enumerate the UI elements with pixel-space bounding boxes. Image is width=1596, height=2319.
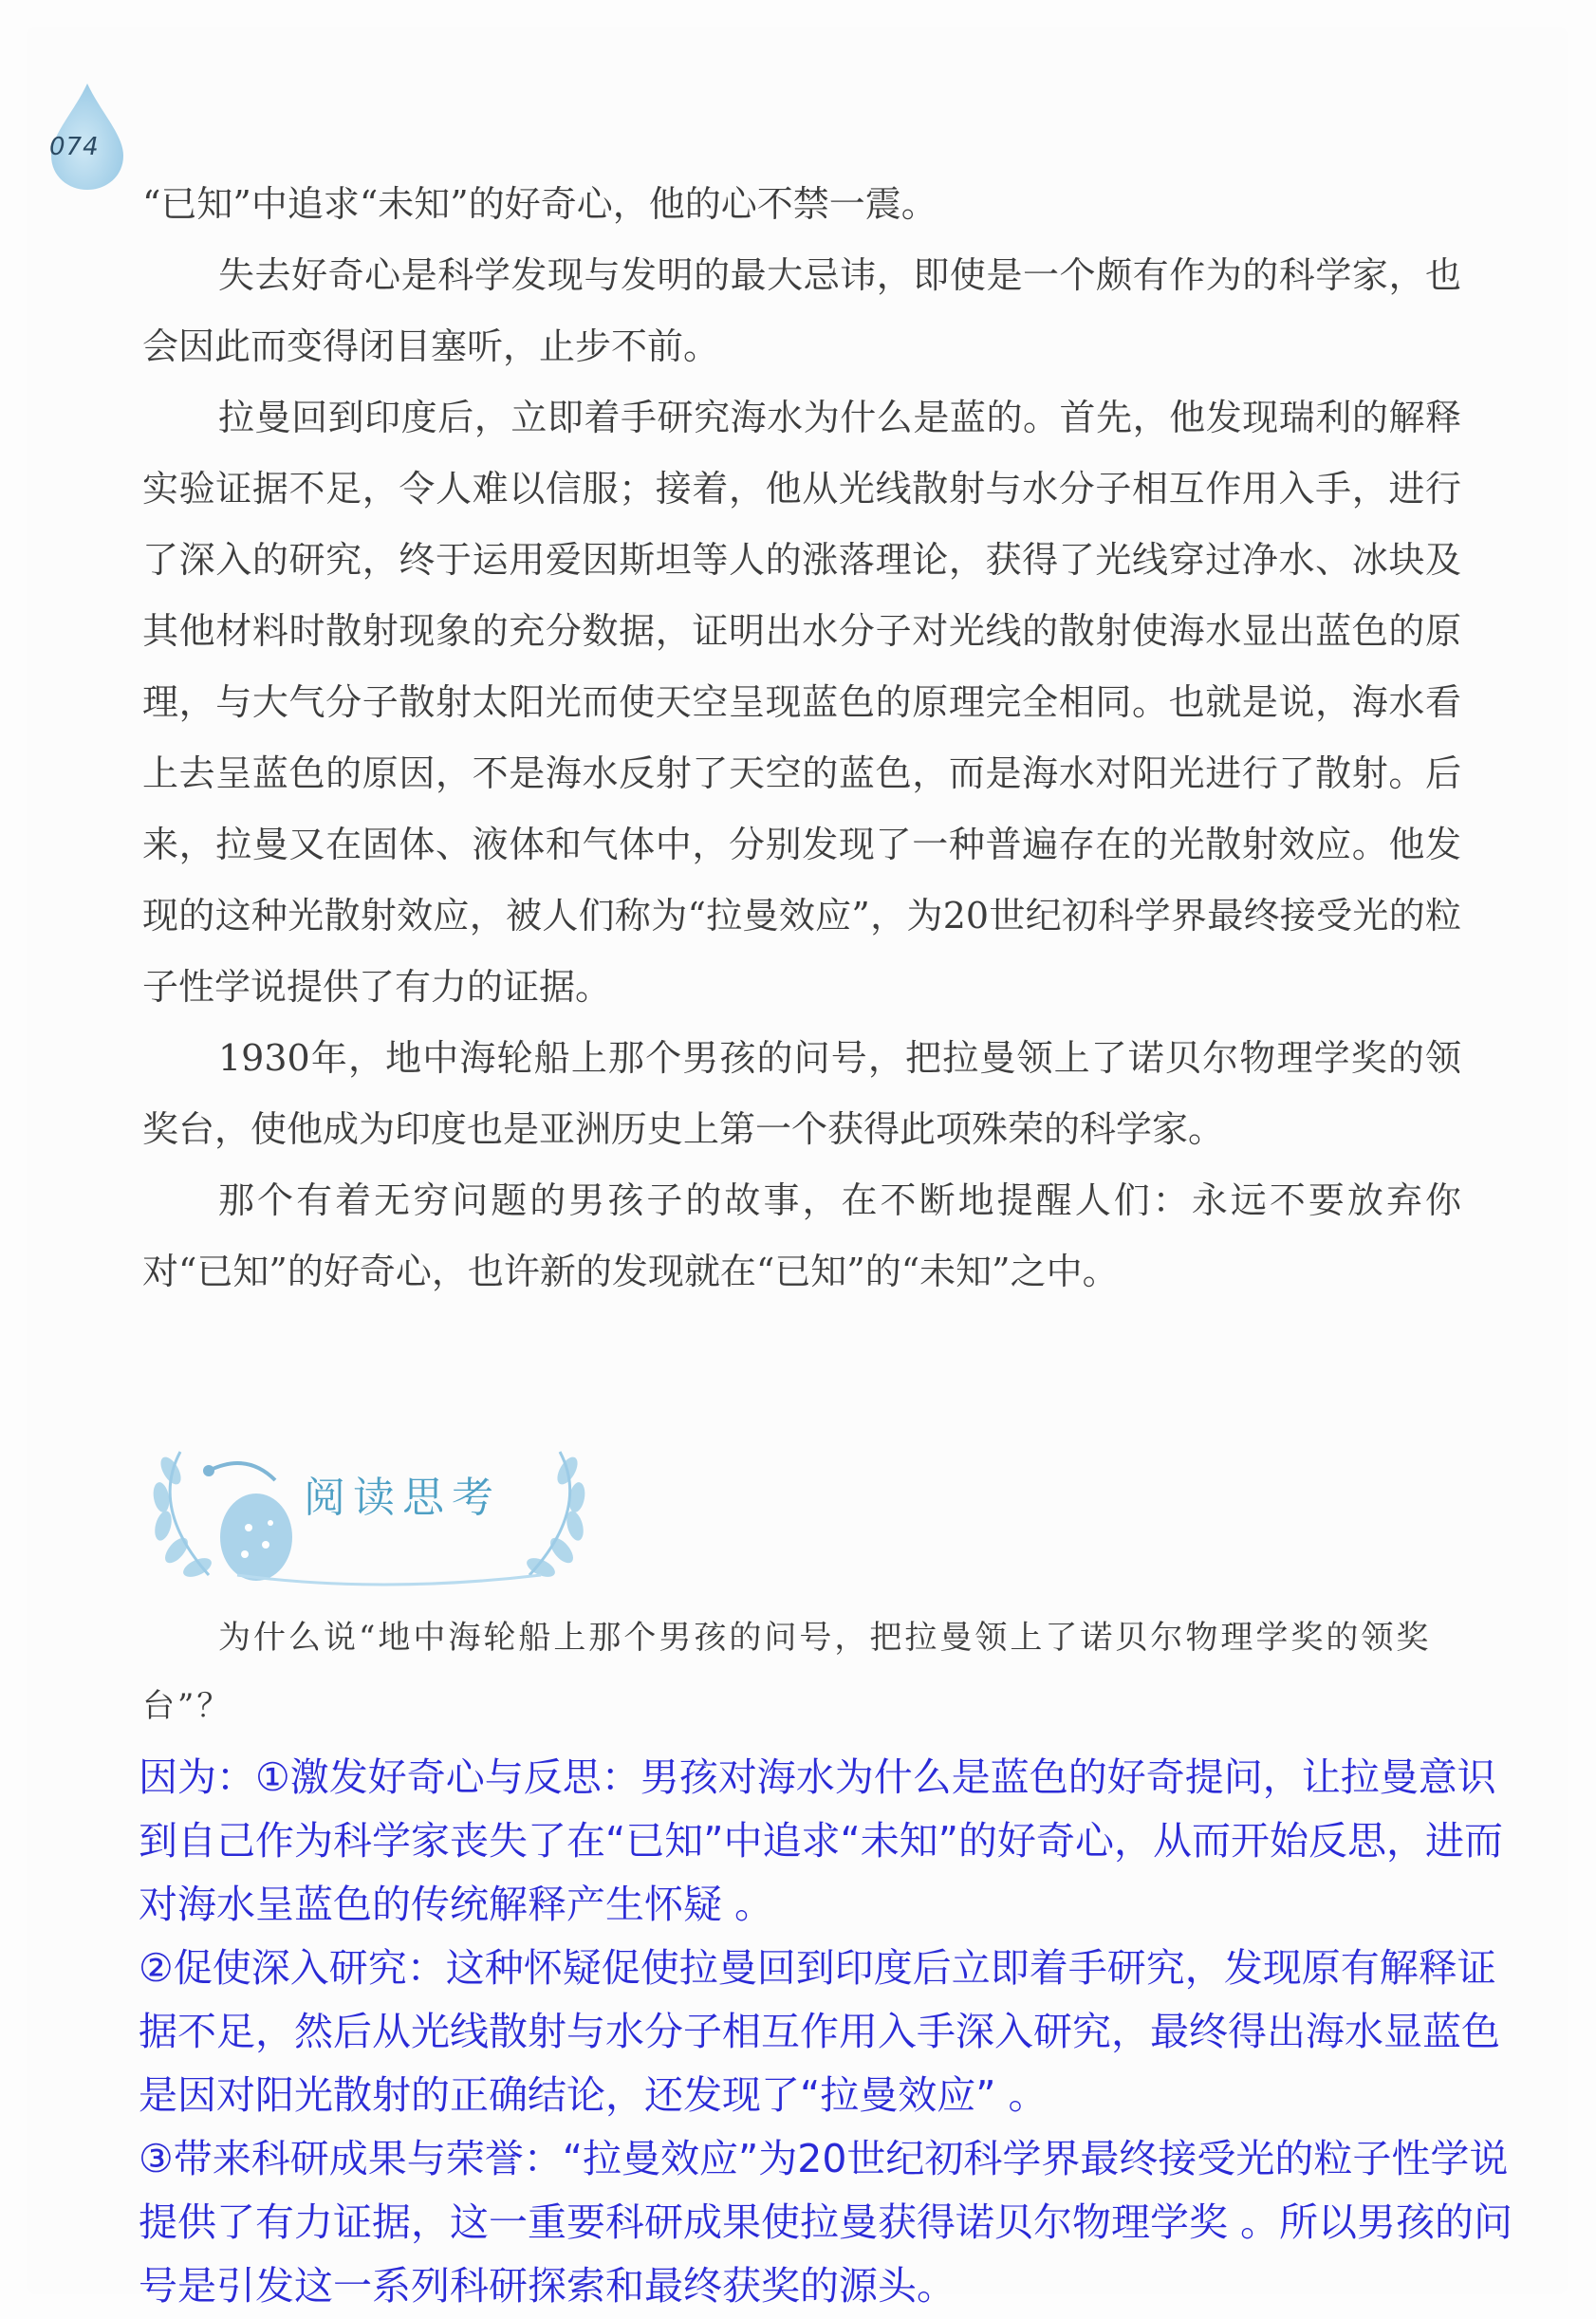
paragraph: 1930年，地中海轮船上那个男孩的问号，把拉曼领上了诺贝尔物理学奖的领奖台，使他成为印度也是亚洲历史上第一个获得此项殊荣的科学家。 (142, 1037, 1461, 1150)
answer-line: ②促使深入研究：这种怀疑促使拉曼回到印度后立即着手研究，发现原有解释证据不足，然后从光线散射与水分子相互作用入手深入研究，最终得出海水显蓝色是因对阳光散射的正确结论，还发现了“拉曼效应” 。 (139, 1945, 1500, 2118)
paragraph: 失去好奇心是科学发现与发明的最大忌讳，即使是一个颇有作为的科学家，也会因此而变得闭目塞听，止步不前。 (142, 254, 1461, 367)
paragraph: “已知”中追求“未知”的好奇心，他的心不禁一震。 (142, 183, 937, 225)
paragraph: 那个有着无穷问题的男孩子的故事，在不断地提醒人们：永远不要放弃你对“已知”的好奇心，也许新的发现就在“已知”的“未知”之中。 (142, 1179, 1461, 1292)
article-body (142, 169, 1461, 1308)
answer (139, 1746, 1514, 2318)
answer-line: 因为：①激发好奇心与反思：男孩对海水为什么是蓝色的好奇提问，让拉曼意识到自己作为科学家丧失了在“已知”中追求“未知”的好奇心，从而开始反思，进而对海水呈蓝色的传统解释产生怀疑 。 (139, 1754, 1503, 1927)
question-text: 为什么说“地中海轮船上那个男孩的问号，把拉曼领上了诺贝尔物理学奖的领奖台”？ (142, 1619, 1432, 1725)
question (142, 1604, 1471, 1740)
page-number: 074 (49, 133, 100, 161)
paragraph: 拉曼回到印度后，立即着手研究海水为什么是蓝的。首先，他发现瑞利的解释实验证据不足，令人难以信服；接着，他从光线散射与水分子相互作用入手，进行了深入的研究，终于运用爱因斯坦等人的涨落理论，获得了光线穿过净水、冰块及其他材料时散射现象的充分数据，证明出水分子对光线的散射使海水显出蓝色的原理，与大气分子散射太阳光而使天空呈现蓝色的原理完全相同。也就是说，海水看上去呈蓝色的原因，不是海水反射了天空的蓝色，而是海水对阳光进行了散射。后来，拉曼又在固体、液体和气体中，分别发现了一种普遍存在的光散射效应。他发现的这种光散射效应，被人们称为“拉曼效应”，为20世纪初科学界最终接受光的粒子性学说提供了有力的证据。 (142, 397, 1461, 1008)
section-title: 阅读思考 (304, 1474, 501, 1522)
answer-line: ③带来科研成果与荣誉：“拉曼效应”为20世纪初科学界最终接受光的粒子性学说提供了有力证据，这一重要科研成果使拉曼获得诺贝尔物理学奖 。所以男孩的问号是引发这一系列科研探索和最终获奖的源头。 (139, 2136, 1513, 2309)
